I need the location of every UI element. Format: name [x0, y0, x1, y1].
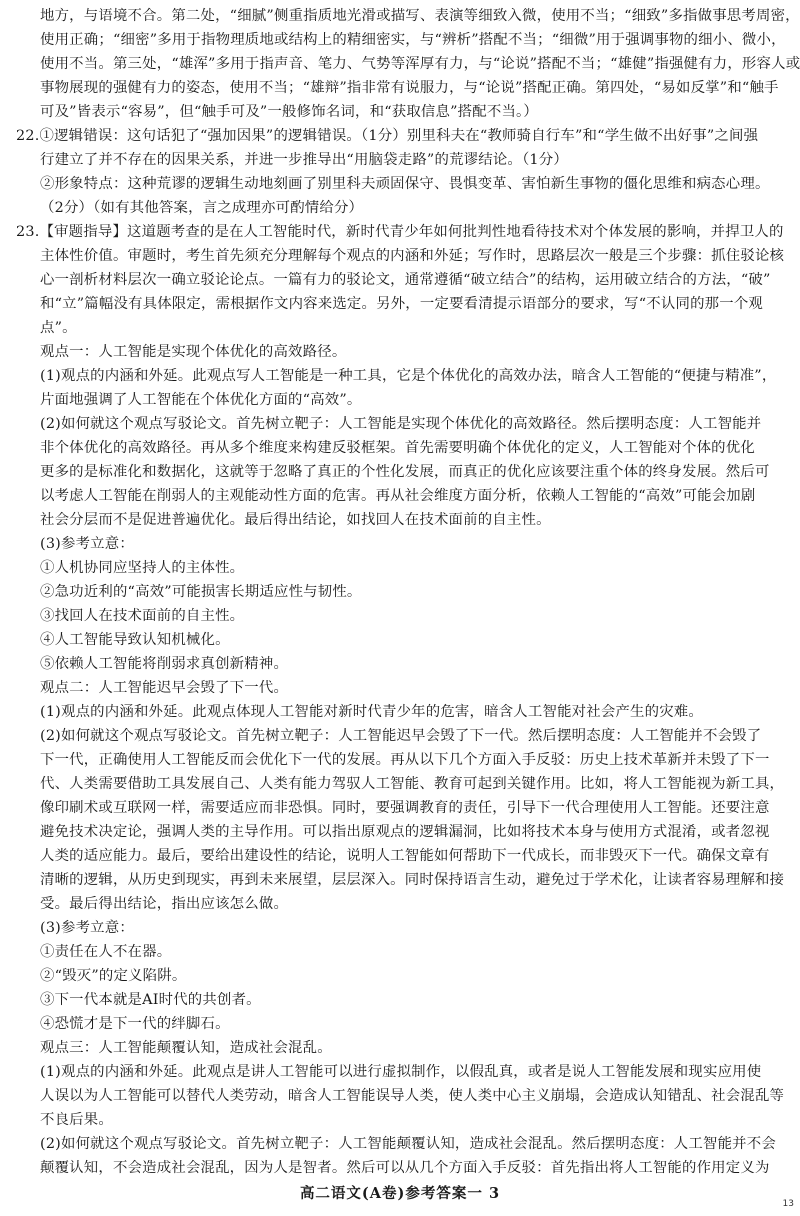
text-line: 像印刷术或互联网一样，需要适应而非恐惧。同时，要强调教育的责任，引导下一代合理使用人工智能。还要注意: [40, 800, 770, 816]
text-line: 代、人类需要借助工具发展自己、人类有能力驾驭人工智能、教育可起到关键作用。比如，将人工智能视为新工具，: [40, 776, 785, 792]
text-line: ③找回人在技术面前的自主性。: [40, 608, 245, 624]
text-line: (2)如何就这个观点写驳论文。首先树立靶子：人工智能迟早会毁了下一代。然后摆明态度：人工智能并不会毁了: [40, 728, 762, 744]
text-line: (1)观点的内涵和外延。此观点是讲人工智能可以进行虚拟制作，以假乱真，或者是说人工智能发展和现实应用使: [40, 1064, 762, 1080]
text-line: 点”。: [40, 320, 77, 336]
text-line: 避免技术决定论，强调人类的主导作用。可以指出原观点的逻辑漏洞，比如将技术本身与使用方式混淆，或者忽视: [40, 824, 770, 840]
text-line: ④人工智能导致认知机械化。: [40, 632, 230, 648]
text-line: ④恐慌才是下一代的绊脚石。: [40, 1016, 230, 1032]
text-line: 地方，与语境不合。第二处，“细腻”侧重指质地光滑或描写、表演等细致入微，使用不当；“细致”多指做事思考周密，: [40, 8, 800, 24]
text-line: 不良后果。: [40, 1112, 113, 1128]
text-line: 更多的是标准化和数据化，这就等于忽略了真正的个性化发展，而真正的优化应该要注重个体的终身发展。然后可: [40, 464, 770, 480]
text-line: 清晰的逻辑，从历史到现实，再到未来展望，层层深入。同时保持语言生动，避免过于学术化，让读者容易理解和接: [40, 872, 785, 888]
text-line: 观点一：人工智能是实现个体优化的高效路径。: [40, 344, 347, 360]
text-line: 和“立”篇幅没有具体限定，需根据作文内容来选定。另外，一定要看清提示语部分的要求，写“不认同的那一个观: [40, 296, 764, 312]
text-line: 22.①逻辑错误：这句话犯了“强加因果”的逻辑错误。（1分）别里科夫在“教师骑自行车”和“学生做不出好事”之间强: [16, 128, 759, 144]
text-line: ②形象特点：这种荒谬的逻辑生动地刻画了别里科夫顽固保守、畏惧变革、害怕新生事物的僵化思维和病态心理。: [40, 176, 770, 192]
text-line: 23.【审题指导】这道题考查的是在人工智能时代，新时代青少年如何批判性地看待技术对个体发展的影响，并捍卫人的: [16, 224, 784, 240]
text-line: ②“毁灭”的定义陷阱。: [40, 968, 187, 984]
text-line: 以考虑人工智能在削弱人的主观能动性方面的危害。再从社会维度方面分析，依赖人工智能的“高效”可能会加剧: [40, 488, 756, 504]
page-footer: 高二语文(A卷)参考答案一 3: [299, 1185, 501, 1202]
text-line: 观点三：人工智能颠覆认知，造成社会混乱。: [40, 1040, 332, 1056]
text-line: （2分）（如有其他答案，言之成理亦可酌情给分）: [40, 200, 364, 216]
text-line: (3)参考立意：: [40, 920, 134, 936]
text-line: (2)如何就这个观点写驳论文。首先树立靶子：人工智能颠覆认知，造成社会混乱。然后摆明态度：人工智能并不会: [40, 1136, 776, 1152]
text-line: ①人机协同应坚持人的主体性。: [40, 560, 245, 576]
text-line: 片面地强调了人工智能在个体优化方面的“高效”。: [40, 392, 362, 408]
text-line: 受。最后得出结论，指出应该怎么做。: [40, 896, 289, 912]
text-line: ③下一代本就是AI时代的共创者。: [40, 992, 261, 1008]
text-line: ⑤依赖人工智能将削弱求真创新精神。: [40, 656, 289, 672]
text-line: 社会分层而不是促进普遍优化。最后得出结论，如找回人在技术面前的自主性。: [40, 512, 551, 528]
text-line: 事物展现的强健有力的姿态，使用不当；“雄辩”指非常有说服力，与“论说”搭配正确。第四处，“易如反掌”和“触手: [40, 80, 779, 96]
text-line: 观点二：人工智能迟早会毁了下一代。: [40, 680, 289, 696]
text-line: 人类的适应能力。最后，要给出建设性的结论，说明人工智能如何帮助下一代成长，而非毁灭下一代。确保文章有: [40, 848, 770, 864]
text-line: 人误以为人工智能可以替代人类劳动，暗含人工智能误导人类，使人类中心主义崩塌，会造成认知错乱、社会混乱等: [40, 1088, 785, 1104]
text-line: 心一剖析材料层次一确立驳论论点。一篇有力的驳论文，通常遵循“破立结合”的结构，运用破立结合的方法，“破”: [40, 272, 771, 288]
text-line: (3)参考立意：: [40, 536, 134, 552]
text-line: 主体性价值。审题时，考生首先须充分理解每个观点的内涵和外延；写作时，思路层次一般是三个步骤：抓住驳论核: [40, 248, 785, 264]
text-line: 非个体优化的高效路径。再从多个维度来构建反驳框架。首先需要明确个体优化的定义，人工智能对个体的优化: [40, 440, 755, 456]
text-line: ①责任在人不在器。: [40, 944, 172, 960]
answer-text-body: [0, 4, 800, 1180]
page-number: 13: [782, 1199, 794, 1209]
text-line: (2)如何就这个观点写驳论文。首先树立靶子：人工智能是实现个体优化的高效路径。然后摆明态度：人工智能并: [40, 416, 762, 432]
text-line: 使用不当。第三处，“雄浑”多用于指声音、笔力、气势等浑厚有力，与“论说”搭配不当；“雄健”指强健有力，形容人或: [40, 56, 800, 72]
text-line: (1)观点的内涵和外延。此观点体现人工智能对新时代青少年的危害，暗含人工智能对社会产生的灾难。: [40, 704, 703, 720]
text-line: (1)观点的内涵和外延。此观点写人工智能是一种工具，它是个体优化的高效办法，暗含人工智能的“便捷与精准”，: [40, 368, 777, 384]
text-line: 可及”皆表示“容易”，但“触手可及”一般修饰名词，和“获取信息”搭配不当。）: [40, 104, 539, 120]
text-line: 颠覆认知，不会造成社会混乱，因为人是智者。然后可以从几个方面入手反驳：首先指出将人工智能的作用定义为: [40, 1160, 770, 1176]
text-line: 行建立了并不存在的因果关系，并进一步推导出“用脑袋走路”的荒谬结论。（1分）: [40, 152, 568, 168]
text-line: 下一代，正确使用人工智能反而会优化下一代的发展。再从以下几个方面入手反驳：历史上技术革新并未毁了下一: [40, 752, 770, 768]
text-line: ②急功近利的“高效”可能损害长期适应性与韧性。: [40, 584, 362, 600]
text-line: 使用正确；“细密”多用于指物理质地或结构上的精细密实，与“辨析”搭配不当；“细微”用于强调事物的细小、微小，: [40, 32, 786, 48]
